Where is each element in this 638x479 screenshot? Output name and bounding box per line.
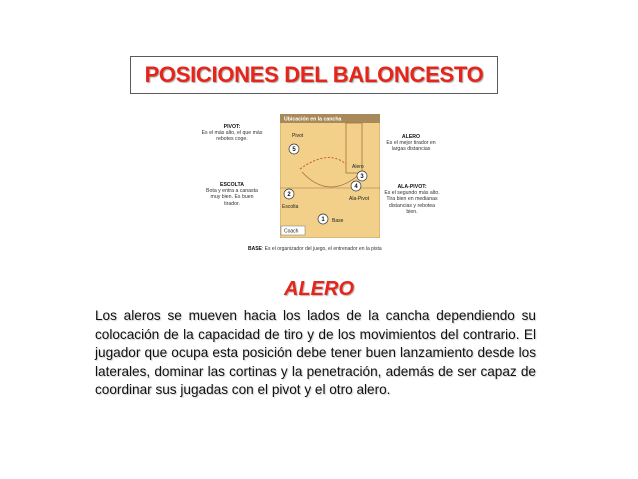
- player-3-number: 3: [360, 174, 364, 180]
- pivot-note-body: Es el más alto, el que más rebotes coge.: [201, 130, 263, 143]
- base-label: Base: [332, 218, 344, 224]
- escolta-label: Escolta: [282, 204, 299, 210]
- coach-label: Coach: [284, 228, 299, 235]
- player-2-number: 2: [287, 192, 291, 198]
- base-caption-heading: BASE: [248, 246, 262, 252]
- alapivot-note: [383, 184, 441, 215]
- alero-note-heading: ALERO: [401, 134, 421, 140]
- alero-note-body: Es el mejor tirador en largas distancias: [386, 140, 436, 153]
- ala-pivot-label: Ala-Pivot: [349, 196, 370, 202]
- pivot-note: [201, 124, 263, 143]
- alapivot-note-body: Es el segundo más alto. Tira bien en medianas distancias y rebotea bien.: [384, 190, 440, 215]
- court-header-text: Ubicación en la cancha: [284, 116, 342, 123]
- court: [280, 114, 380, 238]
- page-title: POSICIONES DEL BALONCESTO: [144, 62, 484, 87]
- escolta-note-body: Bota y entra a canasta muy bien. Es buen tirador.: [206, 188, 258, 207]
- player-5-number: 5: [292, 147, 296, 153]
- escolta-note-heading: ESCOLTA: [219, 182, 244, 188]
- positions-diagram: [193, 110, 446, 260]
- base-caption-text: : Es el organizador del juego, el entrenador en la pista: [261, 246, 382, 252]
- court-drawing: [280, 114, 380, 238]
- pivot-label: Pivot: [292, 133, 304, 139]
- alero-label: Alero: [352, 164, 364, 170]
- section-heading: ALERO: [284, 278, 354, 300]
- pivot-note-heading: PIVOT:: [223, 124, 241, 130]
- base-caption: [248, 246, 382, 252]
- player-4-number: 4: [354, 184, 358, 190]
- player-1-number: 1: [321, 217, 325, 223]
- alapivot-note-heading: ALA-PIVOT:: [397, 184, 427, 190]
- alero-note: [383, 134, 439, 153]
- escolta-note: [203, 182, 261, 207]
- body-paragraph: Los aleros se mueven hacia los lados de la cancha dependiendo su colocación de la capacidad de tiro y de los movimientos del contrario. El jugador que ocupa esta posición debe tener buen lanzamiento desde los laterales, dominar las cortinas y la penetración, además de ser capaz de coordinar sus jugadas con el pivot y el otro alero.: [95, 308, 536, 397]
- title-box: [130, 56, 498, 94]
